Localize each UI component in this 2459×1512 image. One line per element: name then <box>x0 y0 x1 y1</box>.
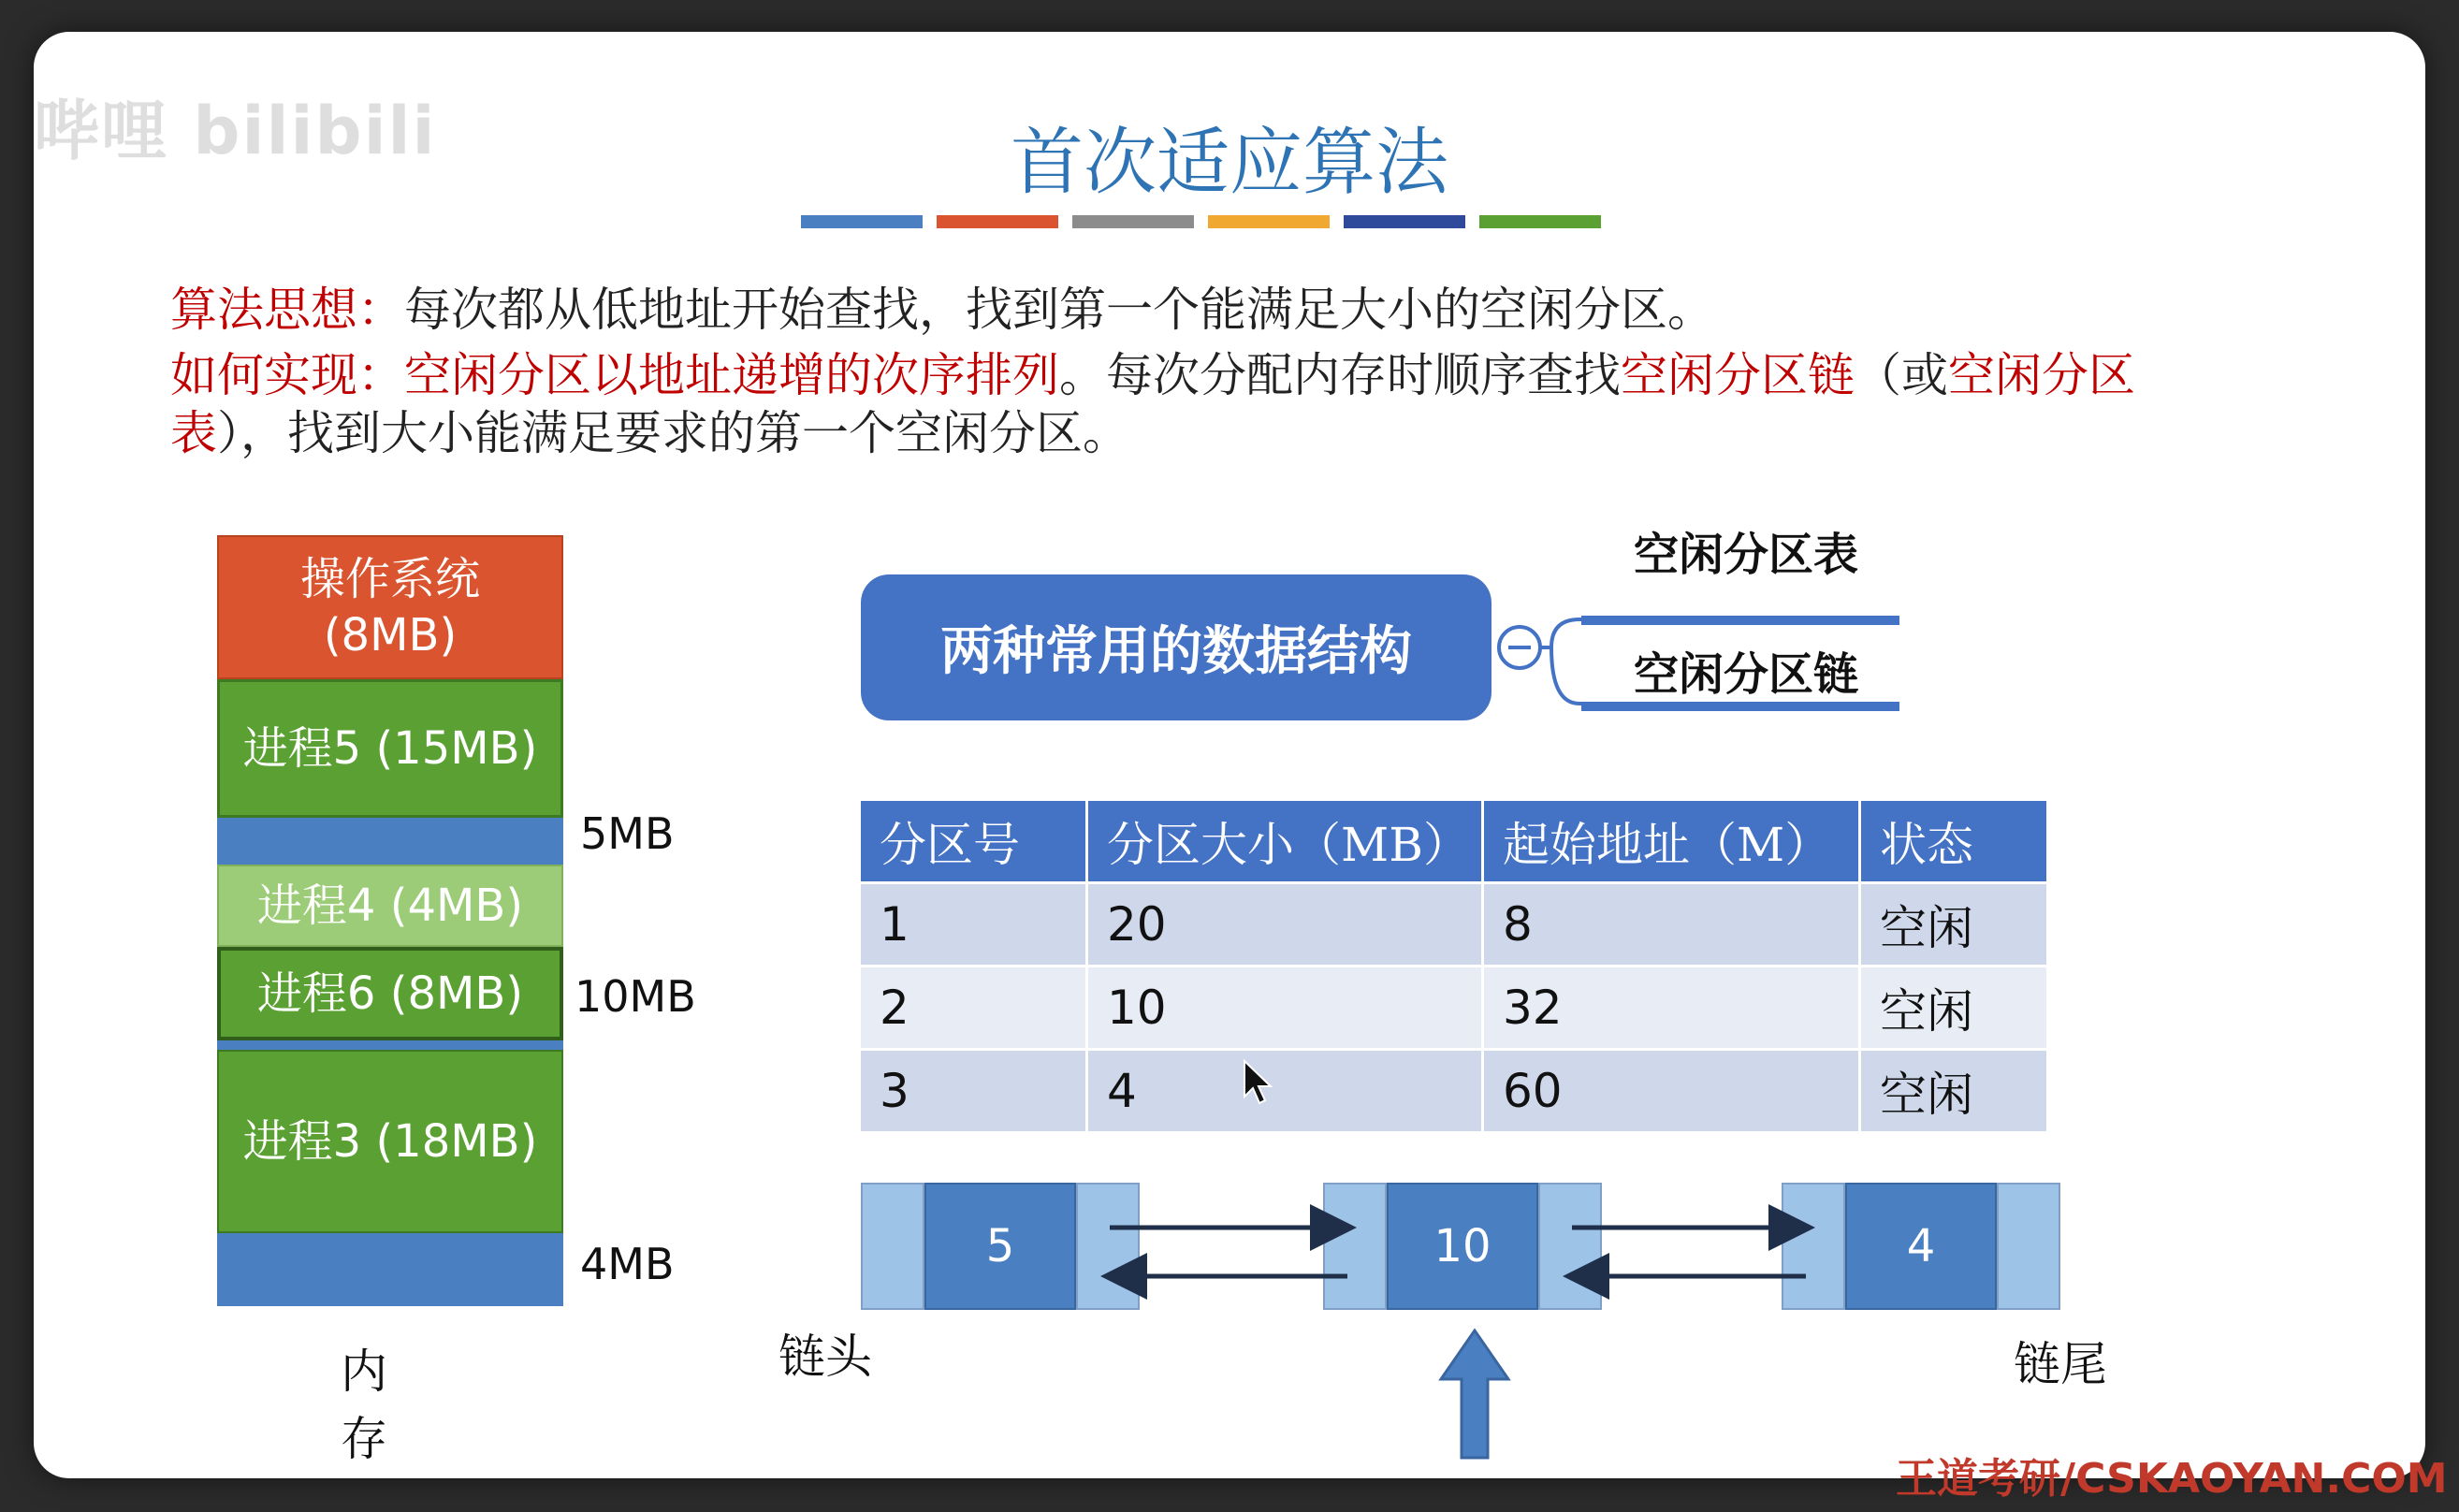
table-cell: 空闲 <box>1860 1050 2048 1132</box>
impl-red2: 空闲分区链 <box>1621 348 1855 402</box>
footer-brand: 王道考研/CSKAOYAN.COM <box>1896 1455 2448 1503</box>
table-cell: 60 <box>1483 1050 1860 1132</box>
table-cell: 空闲 <box>1860 883 2048 967</box>
header-partition-no: 分区号 <box>861 801 1087 883</box>
mem-os-line1: 操作系统 <box>299 553 480 605</box>
idea-label: 算法思想： <box>170 283 404 337</box>
data-structures-box: 两种常用的数据结构 <box>861 574 1491 720</box>
table-cell: 20 <box>1087 883 1483 967</box>
impl-text2: （或 <box>1855 348 1948 402</box>
impl-red1: 空闲分区以地址递增的次序排列 <box>404 348 1059 402</box>
branch-free-partition-table: 空闲分区表 <box>1634 529 1859 581</box>
chain-tail-label: 链尾 <box>2014 1337 2107 1391</box>
impl-red4: 表 <box>170 406 217 460</box>
free-label-4mb: 4MB <box>580 1239 675 1289</box>
bilibili-watermark: 哔哩 bilibili <box>34 93 437 169</box>
free-label-10mb: 10MB <box>575 971 696 1022</box>
up-arrow-icon <box>1441 1330 1508 1458</box>
table-cell: 10 <box>1087 967 1483 1050</box>
mem-process-6: 进程6 (8MB) <box>217 947 563 1040</box>
chain-node-2: 10 <box>1387 1183 1538 1310</box>
impl-label: 如何实现： <box>170 348 404 402</box>
slide <box>34 32 2448 1503</box>
idea-text: 每次都从低地址开始查找，找到第一个能满足大小的空闲分区。 <box>404 283 1714 337</box>
chain-node-3: 4 <box>1845 1183 1997 1310</box>
chain-arrows <box>34 32 2425 1478</box>
table-cell: 8 <box>1483 883 1860 967</box>
impl-text1: 。每次分配内存时顺序查找 <box>1059 348 1621 402</box>
impl-text3: ），找到大小能满足要求的第一个空闲分区。 <box>217 406 1129 460</box>
chain-head-label: 链头 <box>778 1330 872 1384</box>
table-cell: 4 <box>1087 1050 1483 1132</box>
header-status: 状态 <box>1860 801 2048 883</box>
mem-process-3: 进程3 (18MB) <box>217 1050 563 1233</box>
table-cell: 2 <box>861 967 1087 1050</box>
memory-caption: 内存 <box>341 1345 387 1466</box>
impl-red3: 空闲分区 <box>1948 348 2135 402</box>
chain-node-1: 5 <box>924 1183 1076 1310</box>
branch-free-partition-chain: 空闲分区链 <box>1634 648 1859 701</box>
table-cell: 空闲 <box>1860 967 2048 1050</box>
table-cell: 1 <box>861 883 1087 967</box>
table-cell: 3 <box>861 1050 1087 1132</box>
free-label-5mb: 5MB <box>580 808 675 859</box>
mem-process-4: 进程4 (4MB) <box>217 865 563 947</box>
header-start-address: 起始地址（M） <box>1483 801 1860 883</box>
header-partition-size: 分区大小（MB） <box>1087 801 1483 883</box>
slide-title: 首次适应算法 <box>1010 121 1448 205</box>
table-cell: 32 <box>1483 967 1860 1050</box>
mem-process-5: 进程5 (15MB) <box>217 679 563 818</box>
mem-os-line2: (8MB) <box>323 609 458 662</box>
